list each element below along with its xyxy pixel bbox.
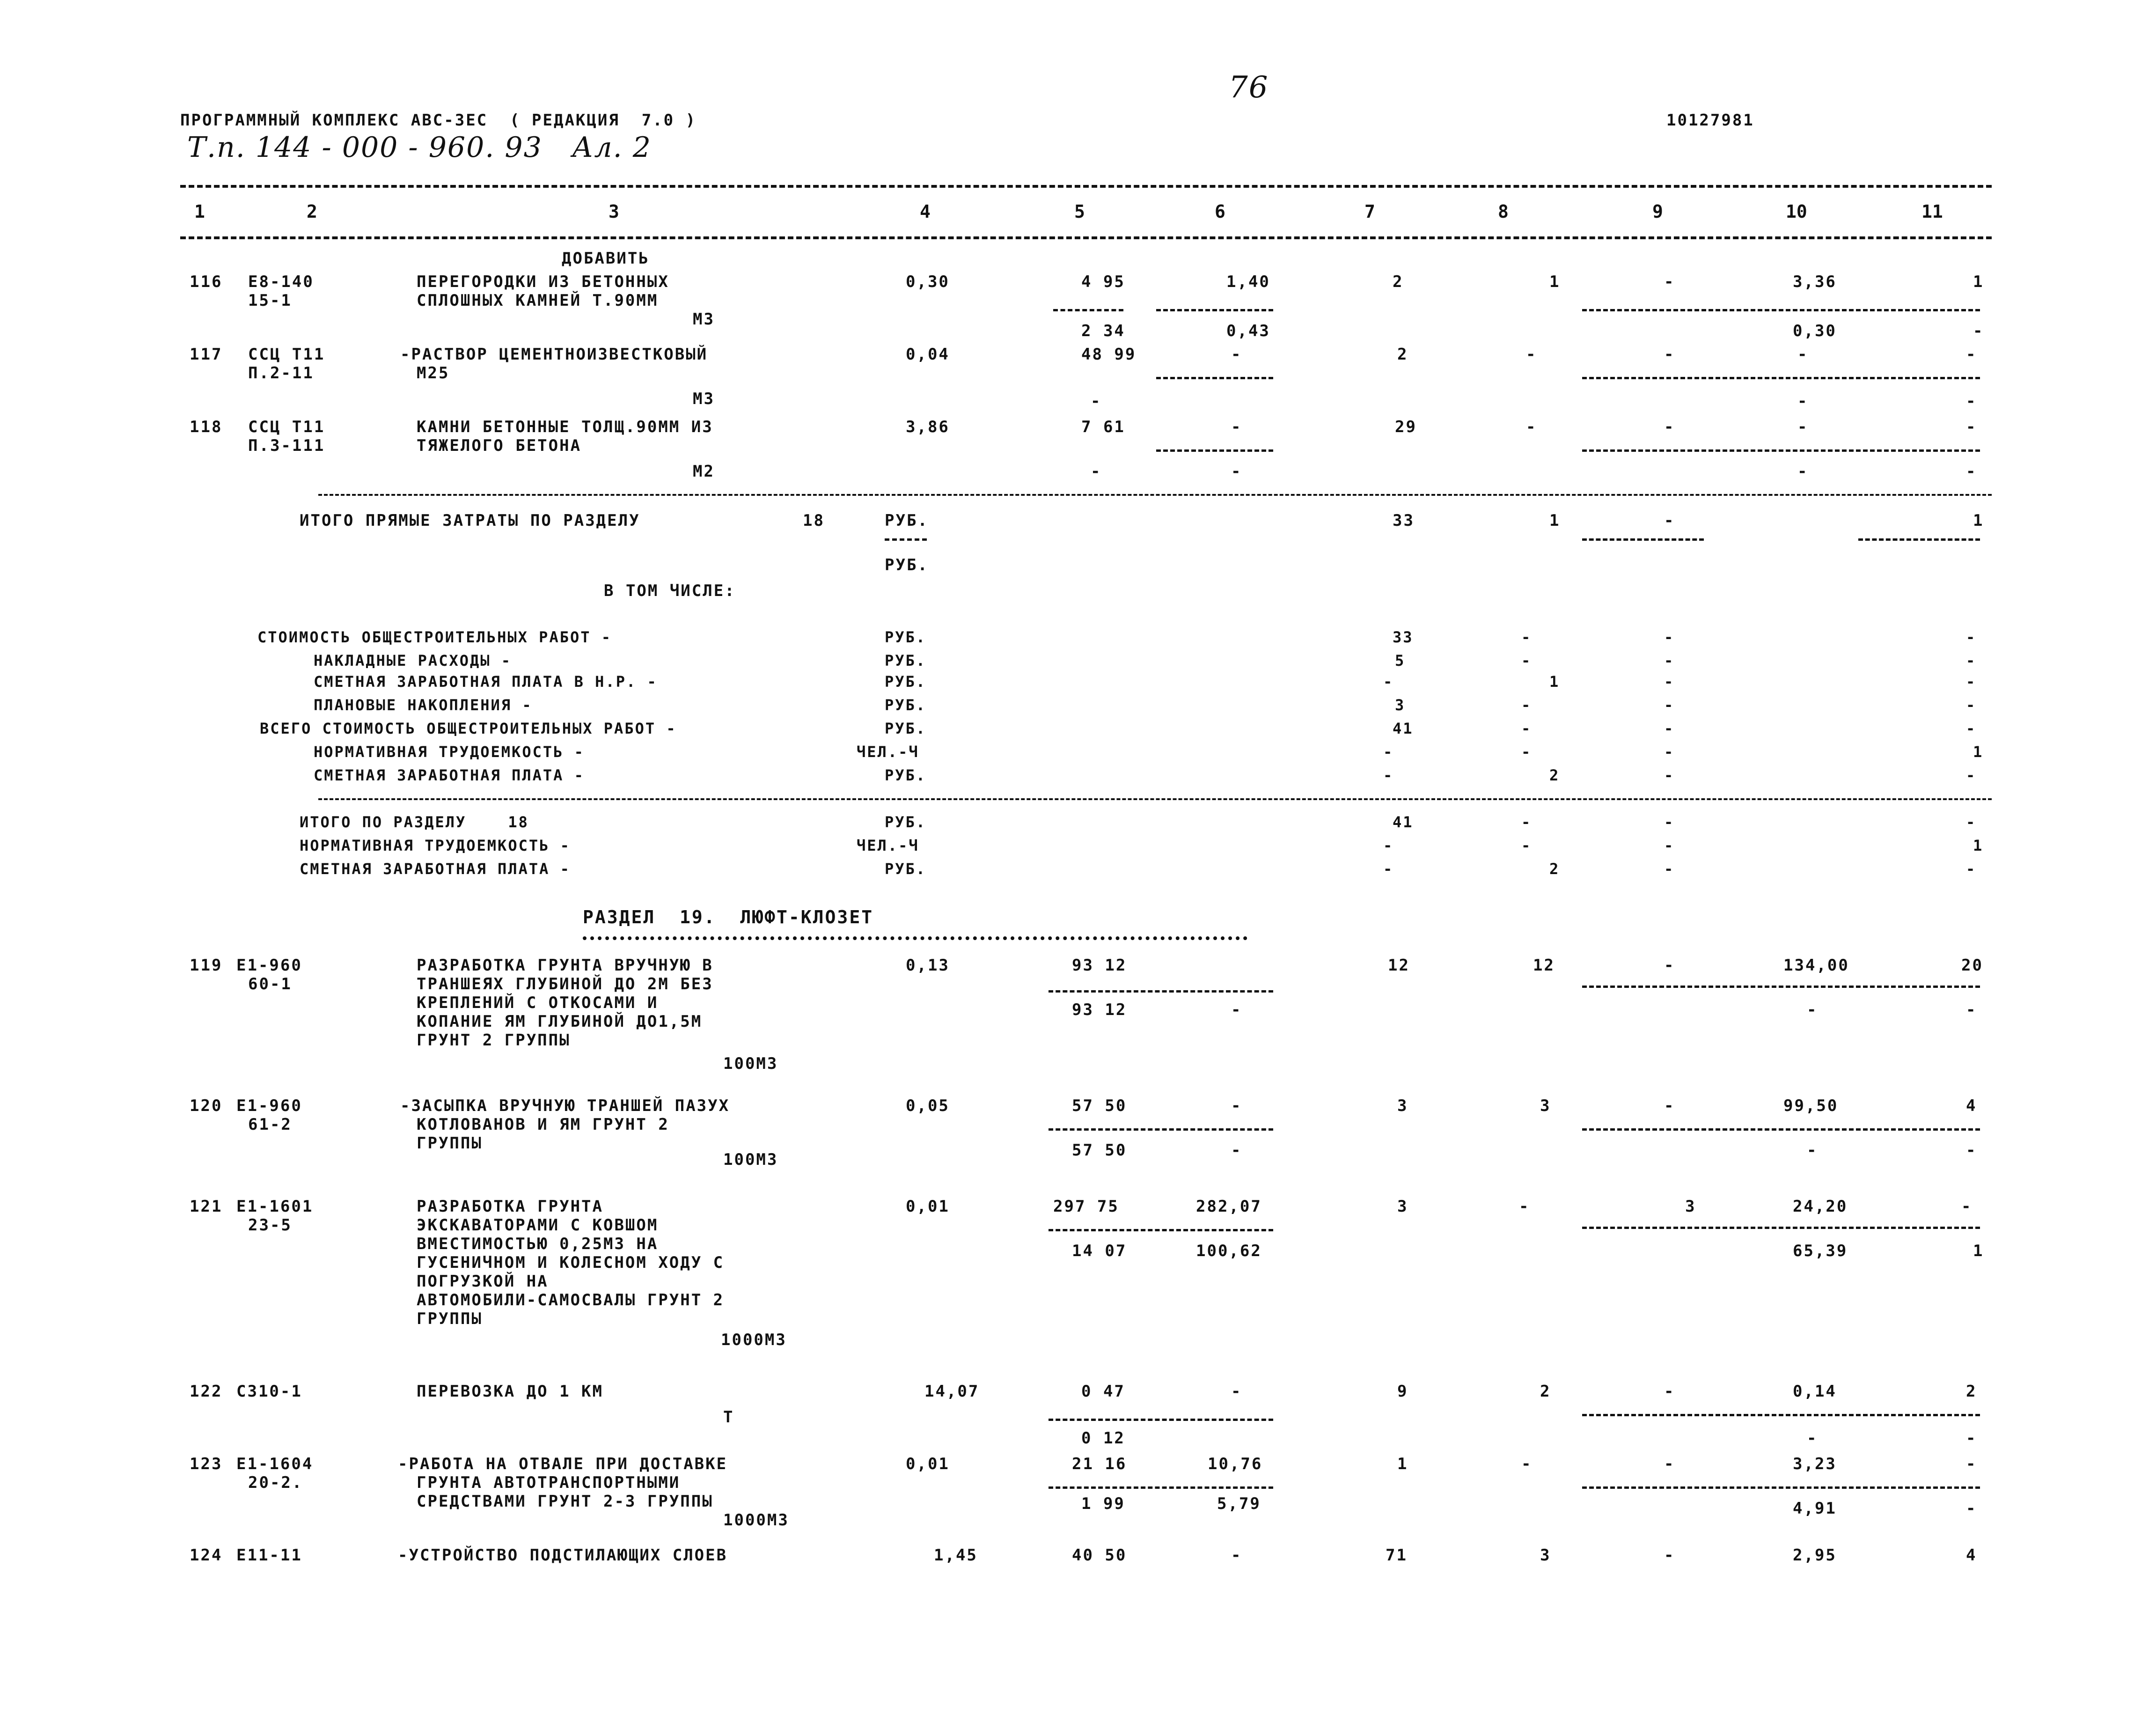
wages-total: 3 (1540, 1546, 1551, 1565)
summary-machine: - (1664, 860, 1675, 878)
breakdown-unit: РУБ. (885, 766, 927, 784)
breakdown-cost: - (1383, 673, 1394, 691)
unit: М2 (693, 462, 715, 481)
program-header: ПРОГРАММНЫЙ КОМПЛЕКС АВС-3ЕС ( РЕДАКЦИЯ 7.0 ) (180, 111, 697, 130)
machine-cost: 282,07 (1196, 1197, 1262, 1216)
breakdown-label: НАКЛАДНЫЕ РАСХОДЫ - (314, 652, 512, 669)
section-total-wages: 1 (1549, 511, 1561, 530)
labor-unit: 99,50 (1783, 1096, 1839, 1115)
total-cost: 12 (1388, 956, 1410, 975)
total-cost: 2 (1397, 345, 1408, 364)
section-total-number: 18 (803, 511, 825, 530)
work-description: ЭКСКАВАТОРАМИ С КОВШОМ (417, 1216, 659, 1235)
row-rule (885, 538, 927, 541)
row-rule (1858, 538, 1980, 541)
machine-total: - (1664, 956, 1675, 975)
unit: М3 (693, 390, 715, 408)
breakdown-wages: 2 (1549, 766, 1560, 784)
total-cost: 1 (1397, 1455, 1408, 1473)
labor-unit: 0,14 (1793, 1382, 1837, 1401)
row-rule (1049, 1229, 1273, 1231)
work-description: КРЕПЛЕНИЙ С ОТКОСАМИ И (417, 993, 659, 1012)
breakdown-wages: - (1521, 652, 1532, 669)
section-total-cost: 33 (1393, 511, 1415, 530)
work-description: -ЗАСЫПКА ВРУЧНУЮ ТРАНШЕЙ ПАЗУХ (400, 1096, 730, 1115)
summary-cost: - (1383, 837, 1394, 854)
work-description: -РАБОТА НА ОТВАЛЕ ПРИ ДОСТАВКЕ (398, 1455, 728, 1473)
quantity: 14,07 (924, 1382, 980, 1401)
machine-total: - (1664, 345, 1675, 364)
quantity: 0,01 (906, 1197, 950, 1216)
quantity: 0,05 (906, 1096, 950, 1115)
summary-machine: - (1664, 813, 1675, 831)
machine-wages: 0,43 (1226, 322, 1270, 340)
machine-wages: - (1231, 1141, 1242, 1160)
labor-unit: 2,95 (1793, 1546, 1837, 1565)
row-rule (1582, 309, 1980, 311)
unit-cost: 7 61 (1081, 418, 1125, 436)
labor-total-mach: - (1966, 392, 1977, 411)
unit-cost-wages: - (1091, 392, 1102, 411)
row-rule (1582, 986, 1980, 988)
machine-cost: 10,76 (1208, 1455, 1263, 1473)
norm-code: ССЦ Т11 (248, 418, 325, 436)
col-header-10: 10 (1786, 201, 1807, 222)
quantity: 0,04 (906, 345, 950, 364)
quantity: 0,13 (906, 956, 950, 975)
unit-cost-wages: 1 99 (1081, 1494, 1125, 1513)
unit-cost: 4 95 (1081, 272, 1125, 291)
norm-code: Е1-1604 (236, 1455, 314, 1473)
machine-cost: 1,40 (1226, 272, 1270, 291)
section-19-title: РАЗДЕЛ 19. ЛЮФТ-КЛОЗЕТ (583, 907, 874, 927)
breakdown-label: СМЕТНАЯ ЗАРАБОТНАЯ ПЛАТА - (314, 766, 585, 784)
summary-labor: - (1966, 813, 1977, 831)
breakdown-machine: - (1664, 652, 1675, 669)
labor-total: - (1966, 418, 1977, 436)
norm-code: Е1-960 (236, 956, 302, 975)
breakdown-labor: - (1966, 720, 1977, 737)
section-total-unit: РУБ. (885, 511, 929, 530)
summary-unit: ЧЕЛ.-Ч (857, 837, 919, 854)
machine-wages: 5,79 (1217, 1494, 1261, 1513)
row-number: 124 (190, 1546, 223, 1565)
breakdown-cost: 41 (1393, 720, 1414, 737)
row-number: 119 (190, 956, 223, 975)
work-description: СРЕДСТВАМИ ГРУНТ 2-3 ГРУППЫ (417, 1492, 713, 1511)
row-number: 120 (190, 1096, 223, 1115)
wages-total: - (1526, 345, 1537, 364)
quantity: 3,86 (906, 418, 950, 436)
row-rule (1582, 449, 1980, 452)
section-title-underline (583, 936, 1247, 940)
breakdown-machine: - (1664, 628, 1675, 646)
work-description: ГРУППЫ (417, 1309, 483, 1328)
total-cost: 3 (1397, 1096, 1408, 1115)
norm-code-sub: 60-1 (248, 975, 292, 993)
work-description: М25 (417, 364, 450, 383)
breakdown-machine: - (1664, 696, 1675, 714)
summary-cost: 41 (1393, 813, 1414, 831)
document-code: 10127981 (1666, 111, 1754, 130)
labor-total: 20 (1961, 956, 1983, 975)
breakdown-unit: РУБ. (885, 628, 927, 646)
unit-cost: 0 47 (1081, 1382, 1125, 1401)
unit-cost-wages: 0 12 (1081, 1429, 1125, 1448)
labor-total: - (1966, 1455, 1977, 1473)
machine-wages: - (1231, 1000, 1242, 1019)
breakdown-rule (318, 798, 1992, 800)
total-cost: 9 (1397, 1382, 1408, 1401)
work-description: АВТОМОБИЛИ-САМОСВАЛЫ ГРУНТ 2 (417, 1291, 725, 1309)
machine-wages: 100,62 (1196, 1242, 1262, 1260)
norm-code: Е1-1601 (236, 1197, 314, 1216)
unit-cost: 93 12 (1072, 956, 1127, 975)
row-rule (1049, 1128, 1273, 1131)
work-description: ГРУНТ 2 ГРУППЫ (417, 1031, 571, 1050)
row-number: 117 (190, 345, 223, 364)
breakdown-labor: - (1966, 652, 1977, 669)
breakdown-wages: - (1521, 720, 1532, 737)
col-header-3: 3 (609, 201, 619, 222)
unit-cost-wages: 57 50 (1072, 1141, 1127, 1160)
breakdown-machine: - (1664, 720, 1675, 737)
norm-code: С310-1 (236, 1382, 302, 1401)
col-header-1: 1 (194, 201, 205, 222)
col-header-4: 4 (920, 201, 931, 222)
summary-machine: - (1664, 837, 1675, 854)
breakdown-wages: - (1521, 696, 1532, 714)
breakdown-machine: - (1664, 766, 1675, 784)
breakdown-label: ПЛАНОВЫЕ НАКОПЛЕНИЯ - (314, 696, 533, 714)
work-description: РАЗРАБОТКА ГРУНТА (417, 1197, 603, 1216)
section-total-machine: - (1664, 511, 1675, 530)
summary-unit: РУБ. (885, 860, 927, 878)
labor-unit: 3,36 (1793, 272, 1837, 291)
machine-wages: - (1231, 462, 1242, 481)
work-description: ГУСЕНИЧНОМ И КОЛЕСНОМ ХОДУ С (417, 1253, 725, 1272)
unit-cost: 40 50 (1072, 1546, 1127, 1565)
labor-unit: - (1797, 418, 1809, 436)
labor-total-mach: - (1966, 1141, 1977, 1160)
machine-total: - (1664, 1096, 1675, 1115)
summary-label: СМЕТНАЯ ЗАРАБОТНАЯ ПЛАТА - (300, 860, 571, 878)
labor-unit-mach: - (1797, 462, 1809, 481)
unit-cost-wages: 93 12 (1072, 1000, 1127, 1019)
summary-labor: - (1966, 860, 1977, 878)
breakdown-machine: - (1664, 673, 1675, 691)
work-description: СПЛОШНЫХ КАМНЕЙ Т.90ММ (417, 291, 659, 310)
total-cost: 71 (1386, 1546, 1408, 1565)
unit: М3 (693, 310, 715, 329)
row-rule (1582, 1128, 1980, 1131)
unit: 100М3 (723, 1150, 778, 1169)
norm-code-sub: 61-2 (248, 1115, 292, 1134)
wages-total: - (1519, 1197, 1530, 1216)
row-rule (1156, 449, 1273, 452)
row-number: 116 (190, 272, 223, 291)
machine-total: - (1664, 1455, 1675, 1473)
work-description: ГРУНТА АВТОТРАНСПОРТНЫМИ (417, 1473, 681, 1492)
wages-total: 1 (1549, 272, 1561, 291)
labor-total-mach: - (1973, 322, 1984, 340)
labor-unit-mach: - (1807, 1000, 1818, 1019)
unit-cost-wages: - (1091, 462, 1102, 481)
work-description: ПЕРЕГОРОДКИ ИЗ БЕТОННЫХ (417, 272, 669, 291)
machine-cost: - (1231, 345, 1242, 364)
row-number: 121 (190, 1197, 223, 1216)
section-total-labor: 1 (1973, 511, 1984, 530)
breakdown-cost: 3 (1395, 696, 1406, 714)
breakdown-unit: ЧЕЛ.-Ч (857, 743, 919, 761)
machine-cost: - (1231, 1382, 1242, 1401)
col-header-6: 6 (1215, 201, 1225, 222)
row-number: 123 (190, 1455, 223, 1473)
machine-total: - (1664, 1382, 1675, 1401)
unit-cost: 48 99 (1081, 345, 1137, 364)
unit: 1000М3 (723, 1511, 789, 1530)
breakdown-cost: 33 (1393, 628, 1414, 646)
work-description: ПОГРУЗКОЙ НА (417, 1272, 549, 1291)
norm-code: Е1-960 (236, 1096, 302, 1115)
labor-total-mach: - (1966, 1499, 1977, 1518)
labor-unit-mach: 4,91 (1793, 1499, 1837, 1518)
row-rule (1156, 309, 1273, 311)
unit: 1000М3 (721, 1331, 787, 1349)
labor-unit: 3,23 (1793, 1455, 1837, 1473)
handwritten-designation: Т.п. 144 - 000 - 960. 93 Ал. 2 (187, 131, 652, 164)
unit-cost: 57 50 (1072, 1096, 1127, 1115)
labor-total: - (1961, 1197, 1973, 1216)
machine-total: - (1664, 1546, 1675, 1565)
unit-cost-wages: 2 34 (1081, 322, 1125, 340)
breakdown-labor: - (1966, 673, 1977, 691)
row-number: 118 (190, 418, 223, 436)
breakdown-unit: РУБ. (885, 673, 927, 691)
breakdown-wages: - (1521, 743, 1532, 761)
machine-cost: - (1231, 418, 1242, 436)
table-header-bottom-rule (180, 236, 1992, 239)
row-rule (1156, 377, 1273, 379)
wages-total: - (1526, 418, 1537, 436)
row-rule (1053, 309, 1123, 311)
labor-unit: - (1797, 345, 1809, 364)
norm-code-sub: П.3-111 (248, 436, 325, 455)
norm-code: Е8-140 (248, 272, 314, 291)
breakdown-labor: 1 (1973, 743, 1984, 761)
norm-code-sub: П.2-11 (248, 364, 314, 383)
work-description: ГРУППЫ (417, 1134, 483, 1153)
breakdown-label: ВСЕГО СТОИМОСТЬ ОБЩЕСТРОИТЕЛЬНЫХ РАБОТ - (260, 720, 677, 737)
breakdown-label: НОРМАТИВНАЯ ТРУДОЕМКОСТЬ - (314, 743, 585, 761)
breakdown-label: СМЕТНАЯ ЗАРАБОТНАЯ ПЛАТА В Н.Р. - (314, 673, 658, 691)
breakdown-label: СТОИМОСТЬ ОБЩЕСТРОИТЕЛЬНЫХ РАБОТ - (257, 628, 612, 646)
section-total-label: ИТОГО ПРЯМЫЕ ЗАТРАТЫ ПО РАЗДЕЛУ (300, 511, 640, 530)
norm-code-sub: 23-5 (248, 1216, 292, 1235)
norm-code-sub: 20-2. (248, 1473, 303, 1492)
norm-code: ССЦ Т11 (248, 345, 325, 364)
including-label: В ТОМ ЧИСЛЕ: (604, 581, 736, 600)
labor-total-mach: 1 (1973, 1242, 1984, 1260)
wages-total: 3 (1540, 1096, 1551, 1115)
row-rule (1582, 1414, 1980, 1416)
row-rule (1582, 1486, 1980, 1489)
total-cost: 3 (1397, 1197, 1408, 1216)
col-header-11: 11 (1921, 201, 1943, 222)
breakdown-unit: РУБ. (885, 652, 927, 669)
machine-total: - (1664, 272, 1675, 291)
labor-total: 2 (1966, 1382, 1977, 1401)
summary-unit: РУБ. (885, 813, 927, 831)
unit-cost: 297 75 (1053, 1197, 1119, 1216)
labor-unit-mach: 0,30 (1793, 322, 1837, 340)
unit: Т (723, 1408, 734, 1427)
labor-total-mach: - (1966, 462, 1977, 481)
unit-cost-wages: 14 07 (1072, 1242, 1127, 1260)
total-cost: 29 (1395, 418, 1417, 436)
labor-total: - (1966, 345, 1977, 364)
quantity: 0,01 (906, 1455, 950, 1473)
machine-cost: - (1231, 1546, 1242, 1565)
labor-unit-mach: - (1807, 1429, 1818, 1448)
page-number: 76 (1229, 70, 1269, 105)
wages-total: 12 (1533, 956, 1555, 975)
summary-wages: - (1521, 813, 1532, 831)
labor-total-mach: - (1966, 1000, 1977, 1019)
labor-total: 4 (1966, 1546, 1977, 1565)
machine-total: 3 (1685, 1197, 1696, 1216)
col-header-8: 8 (1498, 201, 1509, 222)
col-header-5: 5 (1074, 201, 1085, 222)
labor-unit-mach: - (1797, 392, 1809, 411)
work-description: РАЗРАБОТКА ГРУНТА ВРУЧНУЮ В (417, 956, 713, 975)
row-number: 122 (190, 1382, 223, 1401)
col-header-7: 7 (1364, 201, 1375, 222)
labor-unit: 24,20 (1793, 1197, 1848, 1216)
summary-wages: - (1521, 837, 1532, 854)
breakdown-labor: - (1966, 696, 1977, 714)
work-description: ТЯЖЕЛОГО БЕТОНА (417, 436, 582, 455)
summary-cost: - (1383, 860, 1394, 878)
unit-cost: 21 16 (1072, 1455, 1127, 1473)
section-total-rule (318, 494, 1992, 496)
machine-total: - (1664, 418, 1675, 436)
col-header-9: 9 (1652, 201, 1663, 222)
unit: 100М3 (723, 1054, 778, 1073)
table-header-top-rule (180, 185, 1992, 188)
labor-unit-mach: 65,39 (1793, 1242, 1848, 1260)
breakdown-unit: РУБ. (885, 720, 927, 737)
wages-total: - (1521, 1455, 1533, 1473)
breakdown-cost: - (1383, 743, 1394, 761)
breakdown-wages: 1 (1549, 673, 1560, 691)
row-rule (1582, 377, 1980, 379)
summary-label: НОРМАТИВНАЯ ТРУДОЕМКОСТЬ - (300, 837, 571, 854)
machine-cost: - (1231, 1096, 1242, 1115)
breakdown-labor: - (1966, 628, 1977, 646)
breakdown-machine: - (1664, 743, 1675, 761)
breakdown-cost: 5 (1395, 652, 1406, 669)
work-description: КАМНИ БЕТОННЫЕ ТОЛЩ.90ММ ИЗ (417, 418, 713, 436)
col-header-2: 2 (307, 201, 317, 222)
section-total-unit-2: РУБ. (885, 556, 929, 574)
work-description: ВМЕСТИМОСТЬЮ 0,25М3 НА (417, 1235, 659, 1253)
labor-total: 4 (1966, 1096, 1977, 1115)
labor-total-mach: - (1966, 1429, 1977, 1448)
summary-labor: 1 (1973, 837, 1984, 854)
row-rule (1582, 1227, 1980, 1229)
breakdown-unit: РУБ. (885, 696, 927, 714)
total-cost: 2 (1393, 272, 1404, 291)
breakdown-cost: - (1383, 766, 1394, 784)
work-description: ТРАНШЕЯХ ГЛУБИНОЙ ДО 2М БЕЗ (417, 975, 713, 993)
work-description: КОПАНИЕ ЯМ ГЛУБИНОЙ ДО1,5М (417, 1012, 703, 1031)
row-rule (1049, 990, 1273, 993)
labor-total: 1 (1973, 272, 1984, 291)
work-description: КОТЛОВАНОВ И ЯМ ГРУНТ 2 (417, 1115, 669, 1134)
summary-label: ИТОГО ПО РАЗДЕЛУ 18 (300, 813, 529, 831)
work-description: -УСТРОЙСТВО ПОДСТИЛАЮЩИХ СЛОЕВ (398, 1546, 728, 1565)
row-rule (1049, 1419, 1273, 1421)
norm-code-sub: 15-1 (248, 291, 292, 310)
quantity: 0,30 (906, 272, 950, 291)
breakdown-wages: - (1521, 628, 1532, 646)
labor-unit-mach: - (1807, 1141, 1818, 1160)
wages-total: 2 (1540, 1382, 1551, 1401)
breakdown-labor: - (1966, 766, 1977, 784)
norm-code: Е11-11 (236, 1546, 302, 1565)
quantity: 1,45 (934, 1546, 978, 1565)
add-label: ДОБАВИТЬ (562, 249, 650, 268)
summary-wages: 2 (1549, 860, 1560, 878)
work-description: -РАСТВОР ЦЕМЕНТНОИЗВЕСТКОВЫЙ (400, 345, 708, 364)
work-description: ПЕРЕВОЗКА ДО 1 КМ (417, 1382, 603, 1401)
labor-unit: 134,00 (1783, 956, 1849, 975)
row-rule (1582, 538, 1704, 541)
row-rule (1049, 1486, 1273, 1489)
